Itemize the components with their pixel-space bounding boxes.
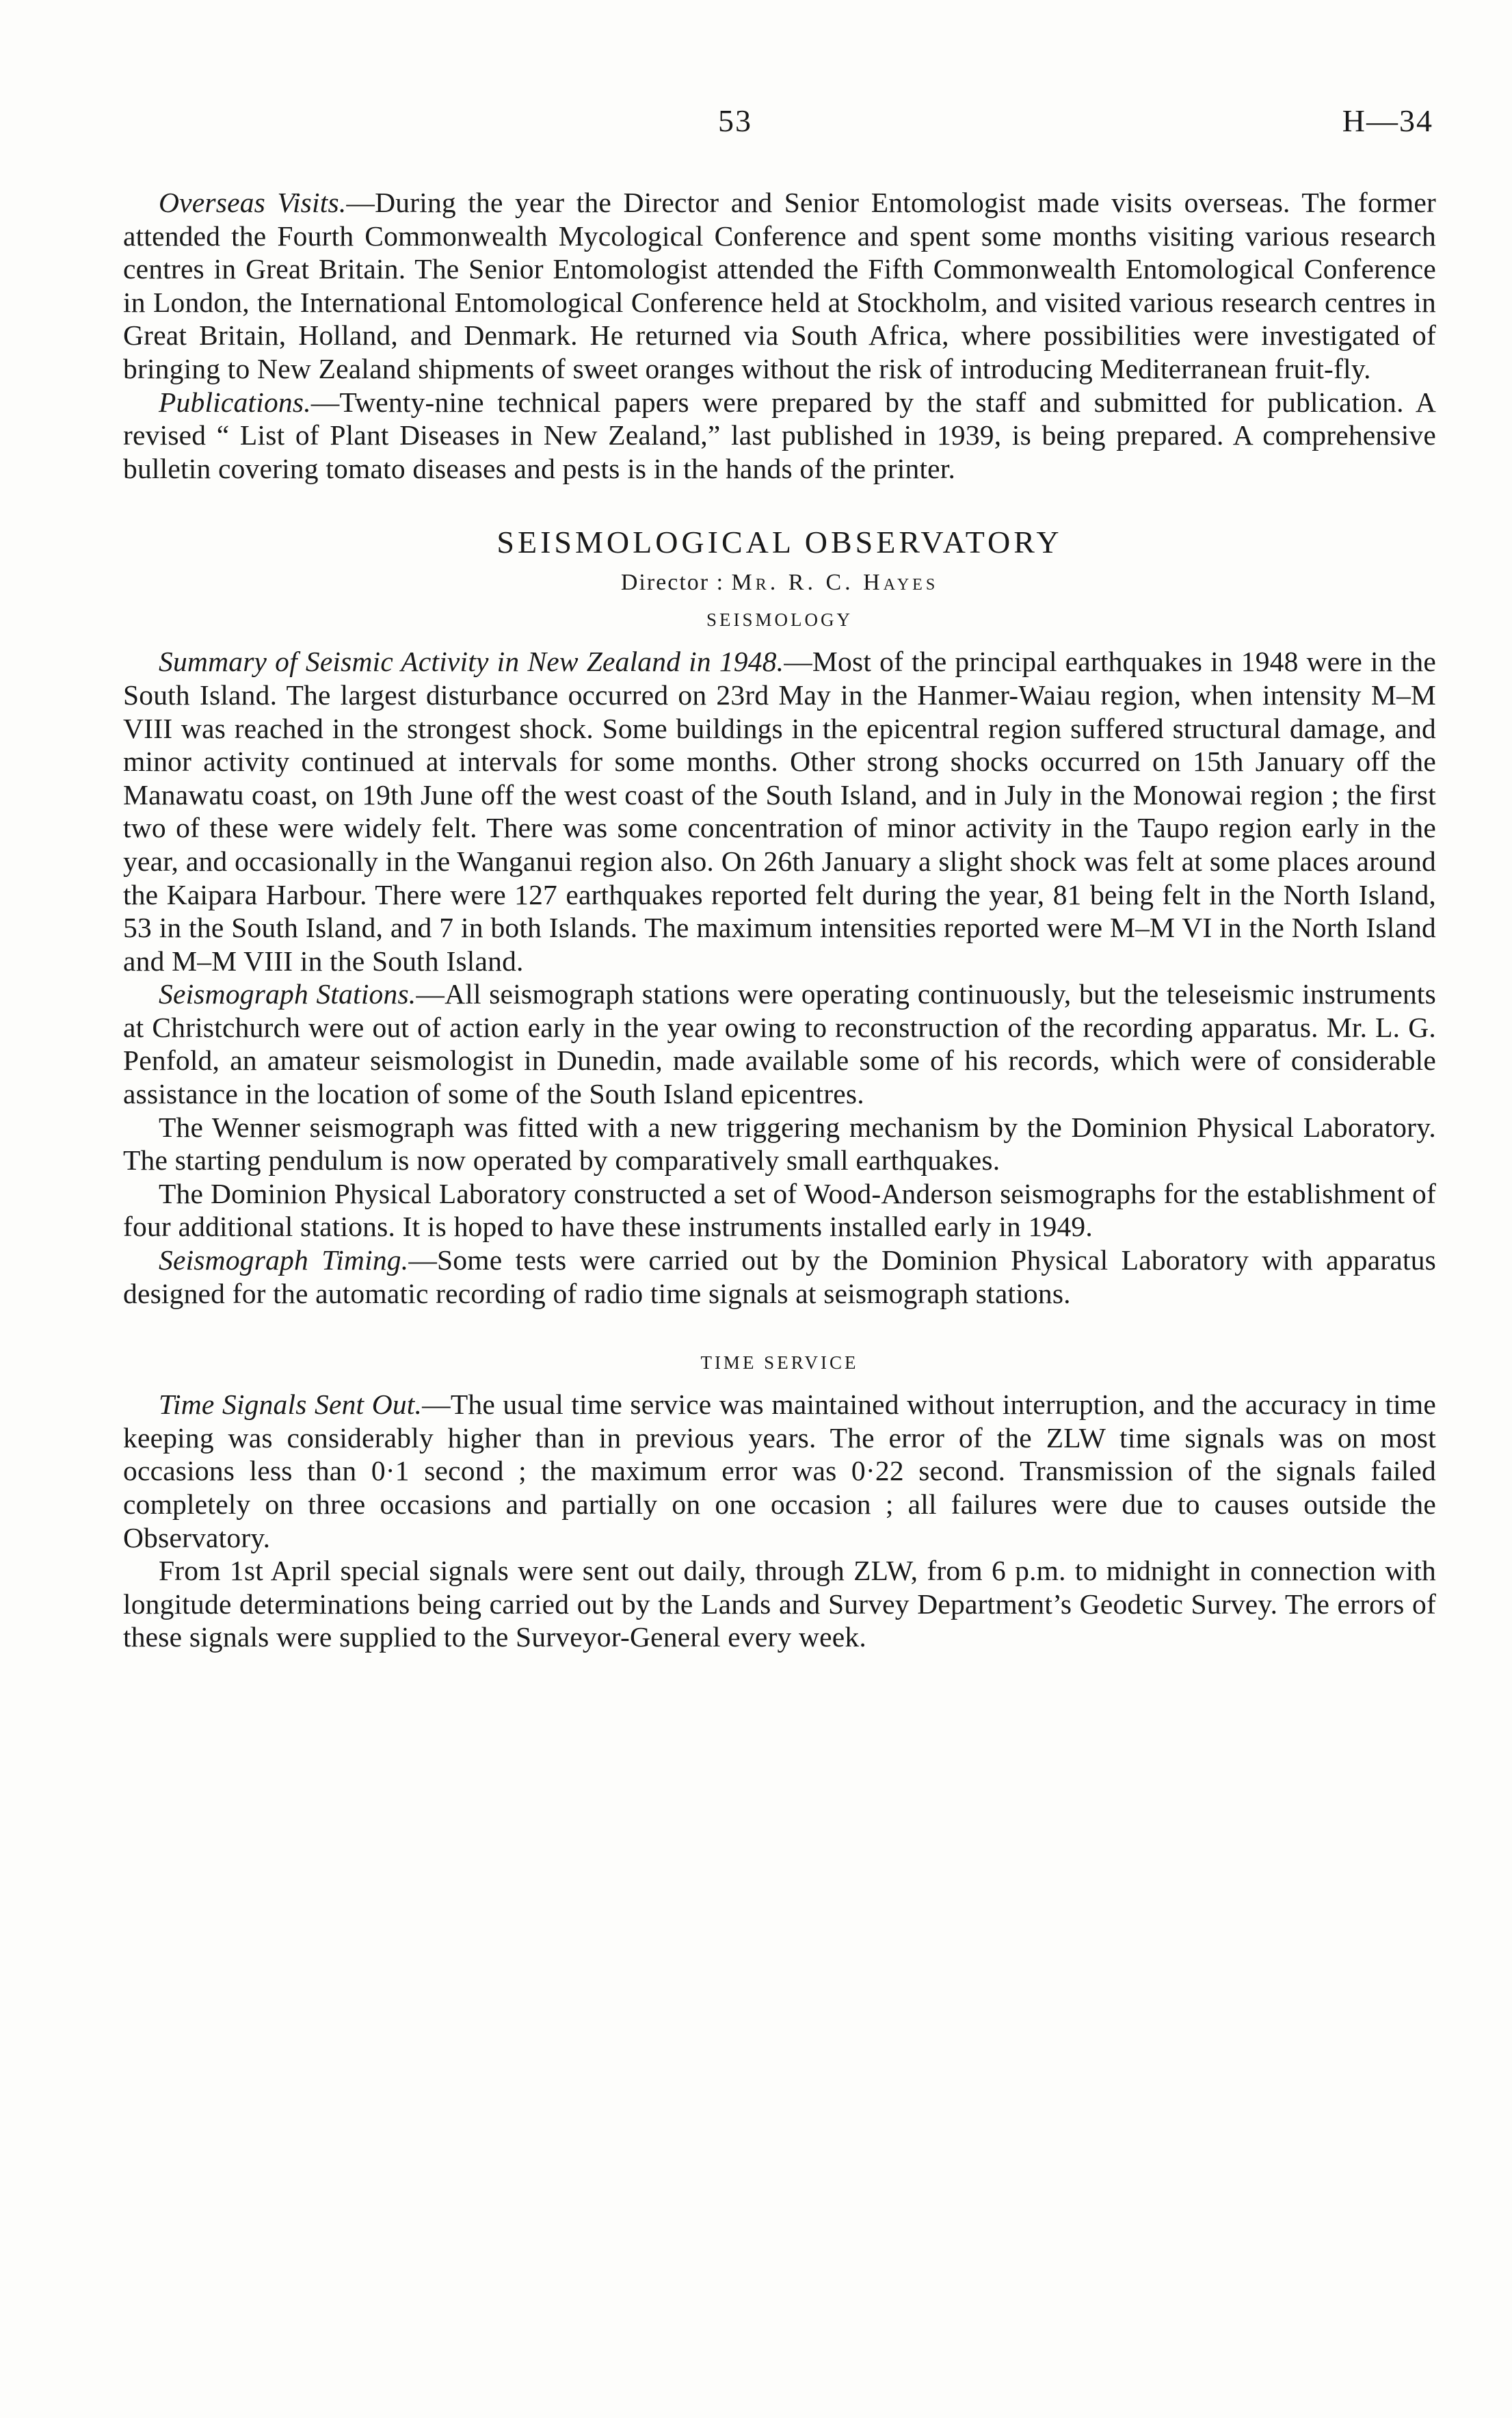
paragraph-text: The Wenner seismograph was fitted with a new triggering mechanism by the Dominion Physical Laboratory. The starting pendulum is now operated by comparatively small earthquakes. bbox=[123, 1111, 1436, 1177]
paragraph-lead: Publications. bbox=[159, 386, 311, 418]
paragraph-lead: Seismograph Timing. bbox=[159, 1244, 409, 1276]
paragraph-wood-anderson bbox=[123, 1177, 1436, 1244]
subsection-heading-time-service: TIME SERVICE bbox=[700, 1352, 859, 1374]
paragraph-lead: Seismograph Stations. bbox=[159, 978, 416, 1010]
paragraph-overseas-visits bbox=[123, 186, 1436, 386]
section-director-line bbox=[123, 567, 1436, 599]
paragraph-text: From 1st April special signals were sent out daily, through ZLW, from 6 p.m. to midnight in connection with longitude determinations being carried out by the Lands and Survey Department’s Geodetic Survey. The errors of these signals were supplied to the Surveyor-General every week. bbox=[123, 1555, 1436, 1653]
paragraph-time-signals bbox=[123, 1388, 1436, 1554]
paragraph-text: —Some tests were carried out by the Dominion Physical Laboratory with apparatus designed for the automatic recording of radio time signals at seismograph stations. bbox=[123, 1244, 1436, 1309]
paragraph-seismograph-timing bbox=[123, 1244, 1436, 1310]
director-name: Mr. R. C. Hayes bbox=[731, 570, 939, 596]
paragraph-text: —Twenty-nine technical papers were prepared by the staff and submitted for publication. A revised “ List of Plant Diseases in New Zealand,” last published in 1939, is being prepared. A comprehensive bulletin covering tomato diseases and pests is in the hands of the printer. bbox=[123, 386, 1436, 484]
report-code: H—34 bbox=[1342, 103, 1433, 138]
running-head bbox=[0, 103, 1512, 144]
paragraph-seismograph-stations bbox=[123, 977, 1436, 1110]
paragraph-publications bbox=[123, 386, 1436, 486]
page-number: 53 bbox=[718, 103, 752, 138]
paragraph-text: The Dominion Physical Laboratory constructed a set of Wood-Anderson seismographs for the establishment of four additional stations. It is hoped to have these instruments installed early in 1949. bbox=[123, 1177, 1436, 1243]
paragraph-text: —The usual time service was maintained without interruption, and the accuracy in time keeping was considerably higher than in previous years. The error of the ZLW time signals was on most occasions less than 0·1 second ; the maximum error was 0·22 second. Transmission of the signals failed completely on three occasions and partially on one occasion ; all failures were due to causes outside the Observatory. bbox=[123, 1389, 1436, 1553]
paragraph-text: —During the year the Director and Senior Entomologist made visits overseas. The former attended the Fourth Commonwealth Mycological Conference and spent some months visiting various research centres in Great Britain. The Senior Entomologist attended the Fifth Commonwealth Entomological Conference in London, the International Entomological Conference held at Stockholm, and visited various research centres in Great Britain, Holland, and Denmark. He returned via South Africa, where possibilities were investigated of bringing to New Zealand shipments of sweet oranges without the risk of introducing Mediterranean fruit-fly. bbox=[123, 187, 1436, 384]
paragraph-lead: Summary of Seismic Activity in New Zealand in 1948. bbox=[159, 646, 784, 678]
director-label: Director : bbox=[620, 570, 725, 596]
paragraph-seismic-summary bbox=[123, 645, 1436, 977]
paragraph-lead: Time Signals Sent Out. bbox=[159, 1389, 423, 1421]
paragraph-lead: Overseas Visits. bbox=[159, 187, 347, 218]
paragraph-wenner-seismograph bbox=[123, 1111, 1436, 1177]
subsection-heading-seismology: SEISMOLOGY bbox=[706, 609, 853, 631]
paragraph-special-signals bbox=[123, 1554, 1436, 1654]
section-heading-seismological-observatory: SEISMOLOGICAL OBSERVATORY bbox=[496, 525, 1063, 560]
paragraph-text: —Most of the principal earthquakes in 1948 were in the South Island. The largest disturbance occurred on 23rd May in the Hanmer-Waiau region, when intensity M–M VIII was reached in the strongest shock. Some buildings in the epicentral region suffered structural damage, and minor activity continued at intervals for some months. Other strong shocks occurred on 15th January off the Manawatu coast, on 19th June off the west coast of the South Island, and in July in the Monowai region ; the first two of these were widely felt. There was some concentration of minor activity in the Taupo region early in the year, and occasionally in the Wanganui region also. On 26th January a slight shock was felt at some places around the Kaipara Harbour. There were 127 earthquakes reported felt during the year, 81 being felt in the North Island, 53 in the South Island, and 7 in both Islands. The maximum intensities reported were M–M VI in the North Island and M–M VIII in the South Island. bbox=[123, 646, 1437, 977]
body-text bbox=[123, 186, 1436, 1654]
paragraph-text: —All seismograph stations were operating continuously, but the teleseismic instruments at Christchurch were out of action early in the year owing to reconstruction of the recording apparatus. Mr. L. G. Penfold, an amateur seismologist in Dunedin, made available some of his records, which were of considerable assistance in the location of some of the South Island epicentres. bbox=[123, 978, 1436, 1110]
